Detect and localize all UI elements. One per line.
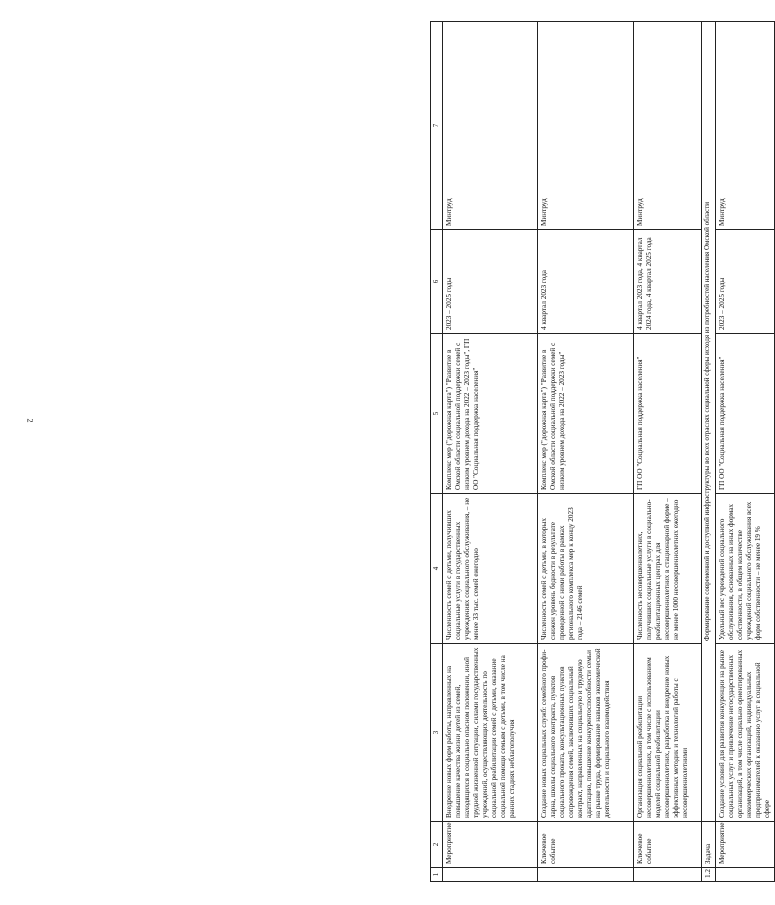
row-responsible: Минтруд — [634, 22, 702, 230]
header-cell: 1 — [431, 868, 443, 882]
row-type: Ключевое событие — [538, 822, 634, 868]
row-description: Создание условий для развития конкуренции на рынке социальных услуг и привлечение негосударственных организаций, в том числе социально ориентированных некоммерческих организаций, индивидуальных предпринимателей к оказанию услуг в социальной сфере — [716, 644, 775, 822]
row-description: Создание новых социальных служб: семейного профи-ларна, школы социального контракта, пунктов социального проката, консультационных пунктов сопровождения семей, заключивших социальный контракт, направленных на социальную и трудовую адаптацию, повышение конкурентоспособности семьи на рынке труда, формирование навыков экономической деятельности и социального взаимодействия — [538, 644, 634, 822]
row-document: Комплекс мер ("дорожная карта") "Развитие в Омской области социальной поддержки семей с низким уровнем дохода на 2022 – 2023 годы", ГП ОО "Социальная поддержка населения" — [443, 334, 538, 494]
row-description: Организация социальной реабилитации несовершеннолетних, в том числе с использованием моделей социальной реабилитации несовершеннолетних, разработка и внедрение новых эффективных методик и технологий работы с несовершеннолетними — [634, 644, 702, 822]
task-text: Формирование современной и доступной инфраструктуры во всех отраслях социальной сферы исходя из потребностей населения Омской области — [702, 22, 716, 822]
header-cell: 3 — [431, 644, 443, 822]
row-responsible: Минтруд — [443, 22, 538, 230]
row-deadline: 4 квартал 2023 года — [538, 230, 634, 334]
task-label: Задача — [702, 822, 716, 868]
page-number: 2 — [25, 418, 35, 423]
row-indicator: Численность семей с детьми, получивших социальные услуги в государственных учреждениях социального обслуживания, – не менее 33 тыс. семей ежегодно — [443, 494, 538, 644]
row-responsible: Минтруд — [538, 22, 634, 230]
row-deadline: 2023 – 2025 годы — [443, 230, 538, 334]
row-description: Внедрение новых форм работы, направленных на повышение качества жизни детей из семей, находящихся в социально опасном положении, иной трудной жизненной ситуации, силами государственных учреждений, осуществляющих деятельность по социальной реабилитации семей с детьми, оказание социальной помощи семьям с детьми, в том числе на ранних стадиях неблагополучия — [443, 644, 538, 822]
row-document: ГП ОО "Социальная поддержка населения" — [716, 334, 775, 494]
table-row — [443, 22, 538, 882]
row-deadline: 2023 – 2025 годы — [716, 230, 775, 334]
row-indicator: Численность несовершеннолетних, получивших социальные услуги в социально-реабилитационных центрах для несовершеннолетних в стационарной форме – не менее 1000 несовершеннолетних ежегодно — [634, 494, 702, 644]
table-row — [716, 22, 775, 882]
row-type: Ключевое событие — [634, 822, 702, 868]
header-cell: 7 — [431, 22, 443, 230]
row-type: Мероприятие — [716, 822, 775, 868]
row-number — [443, 868, 538, 882]
plan-table — [430, 21, 775, 882]
row-number — [716, 868, 775, 882]
table-row — [538, 22, 634, 882]
row-document: Комплекс мер ("дорожная карта") "Развитие в Омской области социальной поддержки семей с низким уровнем дохода на 2022 – 2023 годы" — [538, 334, 634, 494]
row-indicator: Удельный вес учреждений социального обслуживания, основанных на иных формах собственности, в общем количестве учреждений социального обслуживания всех форм собственности – не менее 19 % — [716, 494, 775, 644]
rotated-table-container — [430, 22, 770, 882]
header-cell: 6 — [431, 230, 443, 334]
header-cell: 4 — [431, 494, 443, 644]
page-number-wrap — [24, 420, 36, 432]
row-responsible: Минтруд — [716, 22, 775, 230]
row-deadline: 4 квартал 2023 года, 4 квартал 2024 года, 4 квартал 2025 года — [634, 230, 702, 334]
header-cell: 2 — [431, 822, 443, 868]
table-row — [634, 22, 702, 882]
row-indicator: Численность семей с детьми, в которых снижен уровень бедности в результате проведенной с ними работы в рамках регионального комплекса мер к концу 2023 года – 2146 семей — [538, 494, 634, 644]
header-row — [431, 22, 443, 882]
row-type: Мероприятие — [443, 822, 538, 868]
row-number — [634, 868, 702, 882]
header-cell: 5 — [431, 334, 443, 494]
task-row — [702, 22, 716, 882]
row-document: ГП ОО "Социальная поддержка населения" — [634, 334, 702, 494]
row-number — [538, 868, 634, 882]
task-number: 1.2 — [702, 868, 716, 882]
